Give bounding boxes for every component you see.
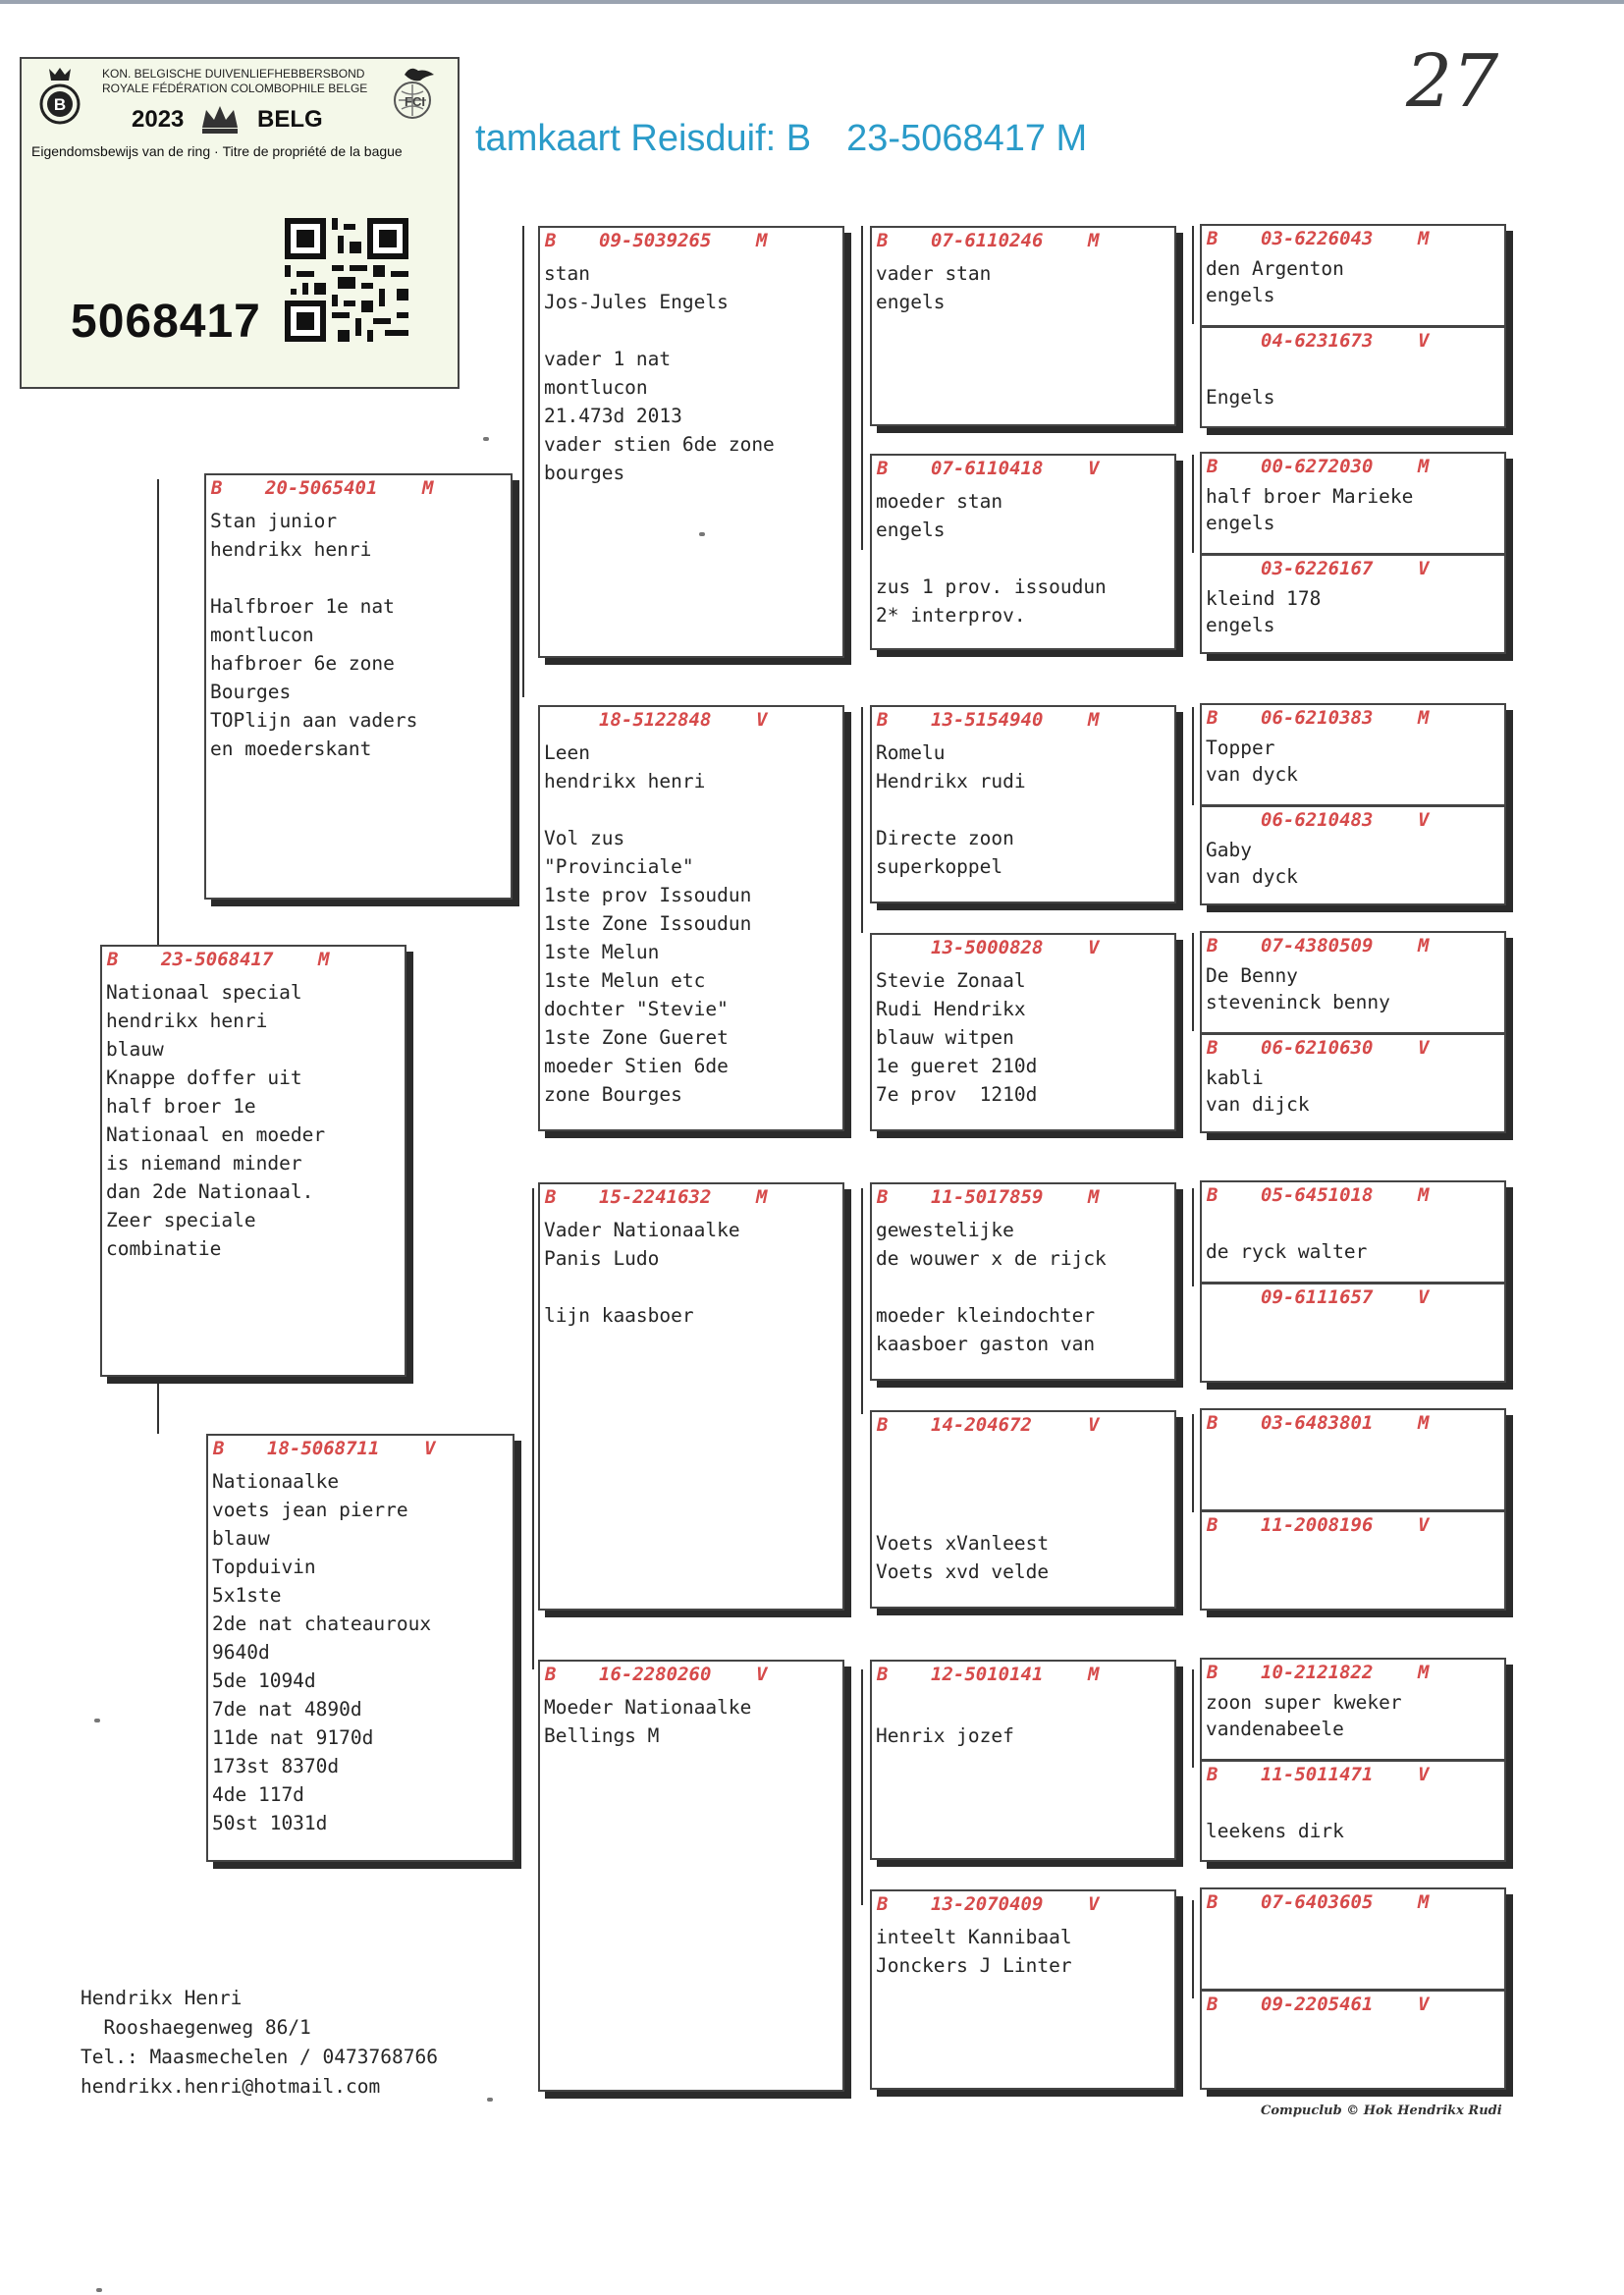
pigeon-ring-header: B 15-2241632 M bbox=[545, 1186, 768, 1208]
connector-line bbox=[157, 1375, 159, 1434]
ring-number: 5068417 bbox=[71, 296, 261, 348]
scan-edge bbox=[0, 0, 1624, 4]
handwritten-page-number: 27 bbox=[1406, 39, 1499, 124]
pigeon-ring-header: 09-6111657 V bbox=[1261, 1286, 1430, 1308]
pigeon-ring-header: B 07-6110418 V bbox=[877, 458, 1100, 479]
pigeon-notes: Henrix jozef bbox=[876, 1724, 1014, 1747]
pigeon-notes: Stevie Zonaal Rudi Hendrikx blauw witpen 1e gueret 210d 7e prov 1210d bbox=[876, 969, 1038, 1106]
pigeon-card-fmm bbox=[870, 933, 1176, 1131]
connector-line bbox=[1192, 1188, 1194, 1286]
pigeon-notes: Topper van dyck bbox=[1206, 737, 1298, 786]
software-credit: Compuclub © Hok Hendrikx Rudi bbox=[1261, 2104, 1502, 2118]
pigeon-ring-header: B 23-5068417 M bbox=[107, 949, 330, 970]
scan-speck bbox=[699, 532, 705, 536]
pigeon-notes: zoon super kweker vandenabeele bbox=[1206, 1691, 1402, 1740]
pigeon-pair-card bbox=[1200, 452, 1506, 654]
pigeon-pair-card bbox=[1200, 703, 1506, 905]
pigeon-card-subject bbox=[100, 945, 406, 1377]
pigeon-ring-header: B 12-5010141 M bbox=[877, 1664, 1100, 1685]
pigeon-card-mmm bbox=[870, 1889, 1176, 2090]
scan-speck bbox=[96, 2288, 102, 2292]
connector-line bbox=[1192, 226, 1194, 324]
pigeon-pair-card bbox=[1200, 1180, 1506, 1383]
pigeon-notes: den Argenton engels bbox=[1206, 257, 1344, 306]
pigeon-notes: de ryck walter bbox=[1206, 1240, 1368, 1263]
pigeon-notes: vader stan engels bbox=[876, 262, 992, 313]
ring-country: BELG bbox=[257, 106, 323, 133]
pigeon-notes: Nationaalke voets jean pierre blauw Topduivin 5x1ste 2de nat chateauroux 9640d 5de 1094d 7de nat 4890d 11de nat 9170d 173st 8370d 4de 117d 50st 1031d bbox=[212, 1470, 432, 1834]
pigeon-card-mf bbox=[538, 1182, 844, 1611]
owner-contact: Hendrikx Henri Rooshaegenweg 86/1 Tel.: Maasmechelen / 0473768766 hendrikx.henri@hotmail.com bbox=[81, 1987, 438, 2098]
pigeon-ring-header: B 07-6110246 M bbox=[877, 230, 1100, 251]
connector-line bbox=[861, 1669, 863, 1905]
pigeon-ring-header: B 06-6210630 V bbox=[1207, 1037, 1430, 1059]
pigeon-pair-card bbox=[1200, 1408, 1506, 1611]
connector-line bbox=[522, 226, 524, 697]
pigeon-card-father bbox=[204, 473, 513, 900]
pigeon-notes: Voets xVanleest Voets xvd velde bbox=[876, 1532, 1050, 1583]
pigeon-ring-header: 04-6231673 V bbox=[1261, 330, 1430, 352]
connector-line bbox=[157, 479, 159, 949]
pigeon-ring-header: B 14-204672 V bbox=[877, 1414, 1100, 1436]
pigeon-notes bbox=[1202, 1310, 1504, 1314]
pigeon-ring-header: B 05-6451018 M bbox=[1207, 1184, 1430, 1206]
pigeon-notes: gewestelijke de wouwer x de rijck moeder kleindochter kaasboer gaston van bbox=[876, 1219, 1107, 1355]
pigeon-card-fff bbox=[870, 226, 1176, 426]
connector-line bbox=[532, 1188, 534, 1669]
ownership-proof-label: Eigendomsbewijs van de ring · Titre de propriété de la bague bbox=[31, 143, 403, 159]
pigeon-ring-header: B 09-5039265 M bbox=[545, 230, 768, 251]
pigeon-ring-header: 03-6226167 V bbox=[1261, 558, 1430, 579]
pigeon-ring-header: 06-6210483 V bbox=[1261, 809, 1430, 831]
pigeon-ring-header: 18-5122848 V bbox=[599, 709, 768, 731]
pigeon-ring-header: B 13-5154940 M bbox=[877, 709, 1100, 731]
pigeon-card-ffm bbox=[870, 454, 1176, 650]
connector-line bbox=[861, 1188, 863, 1414]
pigeon-notes bbox=[1202, 1915, 1504, 1919]
pigeon-notes: stan Jos-Jules Engels vader 1 nat montlucon 21.473d 2013 vader stien 6de zone bourges bbox=[544, 262, 775, 484]
pigeon-ring-header: B 11-5017859 M bbox=[877, 1186, 1100, 1208]
pigeon-notes: kabli van dijck bbox=[1206, 1066, 1310, 1116]
crown-icon bbox=[198, 102, 242, 136]
pigeon-ring-header: B 18-5068711 V bbox=[213, 1438, 436, 1459]
pigeon-pair-card bbox=[1200, 224, 1506, 428]
svg-text:B: B bbox=[53, 95, 67, 114]
pigeon-notes bbox=[1202, 1436, 1504, 1440]
scan-speck bbox=[487, 2098, 493, 2102]
pigeon-notes bbox=[1202, 2017, 1504, 2021]
connector-line bbox=[1192, 1669, 1194, 1768]
pigeon-card-fmf bbox=[870, 705, 1176, 903]
pigeon-ring-header: B 07-6403605 M bbox=[1207, 1891, 1430, 1913]
federation-name: KON. BELGISCHE DUIVENLIEFHEBBERSBOND ROYALE FÉDÉRATION COLOMBOPHILE BELGE bbox=[102, 67, 368, 95]
pigeon-pair-card bbox=[1200, 1658, 1506, 1862]
connector-line bbox=[861, 707, 863, 933]
pigeon-ring-header: B 13-2070409 V bbox=[877, 1893, 1100, 1915]
pigeon-ring-header: 13-5000828 V bbox=[931, 937, 1100, 958]
page-title bbox=[475, 118, 1087, 160]
ring-year: 2023 bbox=[132, 106, 185, 133]
scan-speck bbox=[94, 1719, 100, 1722]
scan-speck bbox=[483, 437, 489, 441]
pigeon-notes: Stan junior hendrikx henri Halfbroer 1e nat montlucon hafbroer 6e zone Bourges TOPlijn aan vaders en moederskant bbox=[210, 510, 418, 760]
connector-line bbox=[1192, 1900, 1194, 1998]
pigeon-notes: Moeder Nationaalke Bellings M bbox=[544, 1696, 752, 1747]
pigeon-pair-card bbox=[1200, 1887, 1506, 2090]
pigeon-card-mother bbox=[206, 1434, 514, 1862]
pigeon-card-mfm bbox=[870, 1410, 1176, 1609]
pigeon-notes: Leen hendrikx henri Vol zus "Provinciale" 1ste prov Issoudun 1ste Zone Issoudun 1ste Melun 1ste Melun etc dochter "Stevie" 1ste Zone Gueret moeder Stien 6de zone Bourges bbox=[544, 741, 752, 1106]
federation-logo-icon bbox=[35, 65, 84, 126]
pigeon-notes: inteelt Kannibaal Jonckers J Linter bbox=[876, 1926, 1072, 1977]
pigeon-ring-header: B 11-2008196 V bbox=[1207, 1514, 1430, 1536]
pigeon-ring-header: B 03-6483801 M bbox=[1207, 1412, 1430, 1434]
ring-ownership-card bbox=[20, 57, 460, 389]
connector-line bbox=[1192, 707, 1194, 805]
pigeon-ring-header: B 16-2280260 V bbox=[545, 1664, 768, 1685]
pigeon-ring-header: B 11-5011471 V bbox=[1207, 1764, 1430, 1785]
pigeon-ring-header: B 06-6210383 M bbox=[1207, 707, 1430, 729]
pigeon-card-mmf bbox=[870, 1660, 1176, 1860]
pigeon-notes: Vader Nationaalke Panis Ludo lijn kaasboer bbox=[544, 1219, 740, 1327]
pigeon-ring-header: B 10-2121822 M bbox=[1207, 1662, 1430, 1683]
pigeon-notes: Nationaal special hendrikx henri blauw Knappe doffer uit half broer 1e Nationaal en moeder is niemand minder dan 2de Nationaal. Zeer speciale combinatie bbox=[106, 981, 326, 1260]
pigeon-notes: kleind 178 engels bbox=[1206, 587, 1322, 636]
pigeon-notes: Gaby van dyck bbox=[1206, 839, 1298, 888]
pigeon-card-fm bbox=[538, 705, 844, 1131]
pigeon-notes: leekens dirk bbox=[1206, 1820, 1344, 1842]
fci-pigeon-logo-icon bbox=[375, 63, 444, 122]
pigeon-ring-header: B 03-6226043 M bbox=[1207, 228, 1430, 249]
connector-line bbox=[1192, 933, 1194, 1031]
pigeon-card-ff bbox=[538, 226, 844, 658]
fci-label: FCI bbox=[405, 94, 425, 109]
pigeon-pair-card bbox=[1200, 931, 1506, 1133]
title-ring-number: 23-5068417 M bbox=[846, 118, 1088, 159]
pigeon-ring-header: B 00-6272030 M bbox=[1207, 456, 1430, 477]
pigeon-ring-header: B 09-2205461 V bbox=[1207, 1994, 1430, 2015]
pigeon-notes bbox=[1202, 1538, 1504, 1542]
pigeon-ring-header: B 20-5065401 M bbox=[211, 477, 434, 499]
qr-code-icon bbox=[285, 218, 408, 342]
connector-line bbox=[1192, 455, 1194, 553]
pigeon-ring-header: B 07-4380509 M bbox=[1207, 935, 1430, 956]
title-label: tamkaart Reisduif: B bbox=[475, 118, 812, 159]
connector-line bbox=[1192, 1414, 1194, 1512]
pigeon-card-mff bbox=[870, 1182, 1176, 1381]
pigeon-notes: half broer Marieke engels bbox=[1206, 485, 1414, 534]
pigeon-notes: De Benny steveninck benny bbox=[1206, 964, 1390, 1013]
connector-line bbox=[861, 226, 863, 550]
pigeon-card-mm bbox=[538, 1660, 844, 2092]
pigeon-notes: Romelu Hendrikx rudi Directe zoon superkoppel bbox=[876, 741, 1026, 878]
pigeon-notes: moeder stan engels zus 1 prov. issoudun 2* interprov. bbox=[876, 490, 1107, 627]
pigeon-notes: Engels bbox=[1206, 386, 1275, 409]
